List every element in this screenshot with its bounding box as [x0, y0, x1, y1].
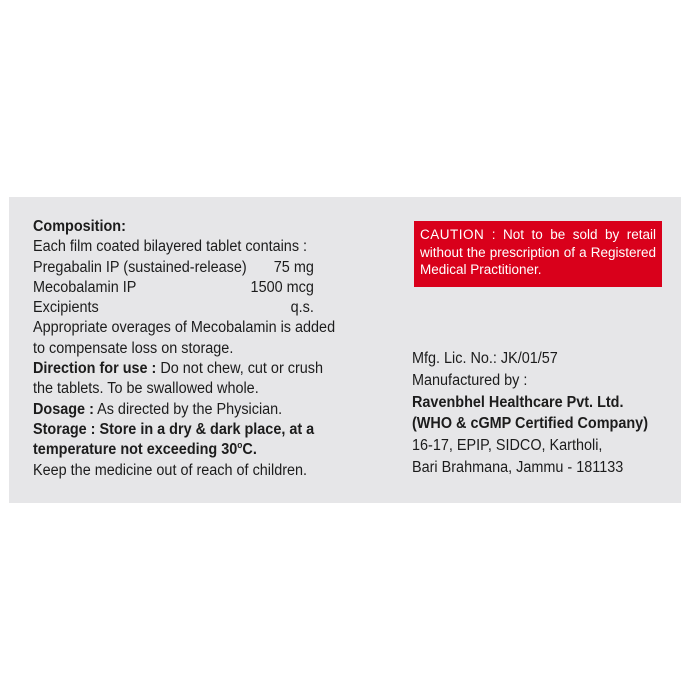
storage-unit: C.	[242, 441, 257, 459]
ingredient-row	[33, 278, 321, 298]
direction-label: Direction for use :	[33, 360, 157, 378]
manufactured-by: Manufactured by :	[412, 371, 528, 389]
storage-line1: Storage : Store in a dry & dark place, at a	[33, 420, 315, 438]
degree-symbol: o	[237, 440, 243, 451]
storage-line2	[33, 440, 331, 460]
overage-note-line2: to compensate loss on storage.	[33, 339, 234, 357]
direction-line1	[33, 359, 331, 379]
composition-intro: Each film coated bilayered tablet contains :	[33, 238, 308, 256]
address-line2: Bari Brahmana, Jammu - 181133	[412, 458, 624, 476]
caution-text: : Not to be sold by retail without the prescription of a Registered Medical Practitioner.	[420, 227, 656, 277]
dosage-label: Dosage :	[33, 400, 94, 418]
ingredient-row	[33, 298, 321, 318]
storage-temp-text: temperature not exceeding 30	[33, 441, 238, 459]
label-panel	[9, 197, 681, 503]
caution-box	[414, 221, 662, 287]
caution-word: CAUTION	[420, 227, 485, 242]
ingredient-qty: q.s.	[290, 299, 314, 317]
ingredient-name: Mecobalamin IP	[33, 278, 137, 296]
ingredient-name: Excipients	[33, 299, 99, 317]
overage-note-line1: Appropriate overages of Mecobalamin is added	[33, 319, 336, 337]
ingredient-name: Pregabalin IP (sustained-release)	[33, 258, 247, 276]
ingredient-row	[33, 258, 321, 278]
dosage-text: As directed by the Physician.	[93, 400, 283, 418]
dosage-line	[33, 400, 331, 420]
mfg-license: Mfg. Lic. No.: JK/01/57	[412, 350, 558, 367]
keep-out-of-reach: Keep the medicine out of reach of children.	[33, 461, 308, 479]
certification: (WHO & cGMP Certified Company)	[412, 415, 649, 433]
manufacturer-block	[412, 348, 663, 479]
composition-heading: Composition:	[33, 218, 126, 235]
ingredient-qty: 1500 mcg	[250, 278, 314, 296]
composition-block	[33, 217, 336, 481]
manufacturer-name: Ravenbhel Healthcare Pvt. Ltd.	[412, 393, 624, 411]
address-line1: 16-17, EPIP, SIDCO, Kartholi,	[412, 437, 603, 455]
direction-text1: Do not chew, cut or crush	[156, 360, 324, 378]
direction-line2: the tablets. To be swallowed whole.	[33, 380, 259, 398]
ingredient-qty: 75 mg	[273, 258, 314, 276]
